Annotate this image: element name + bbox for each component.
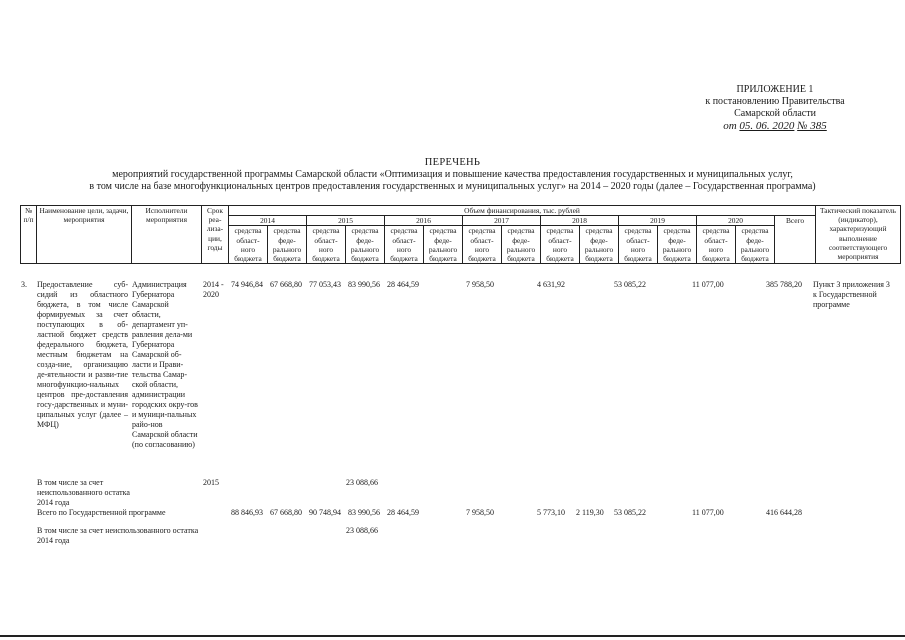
header-federal: средства феде-рального бюджета — [736, 226, 775, 264]
row-value-2015-federal: 83 990,56 — [348, 280, 380, 289]
document-heading — [20, 157, 885, 193]
row-term: 2014 - 2020 — [203, 280, 224, 299]
header-year: 2014 — [229, 216, 307, 226]
document-title: ПЕРЕЧЕНЬ — [424, 157, 481, 168]
row-value-2016-regional: 28 464,59 — [387, 280, 419, 289]
total-value-2014-federal: 67 668,80 — [270, 508, 302, 517]
signature-date: 05. 06. 2020 — [739, 120, 795, 132]
header-regional: средства област-ного бюджета — [697, 226, 736, 264]
header-year: 2018 — [541, 216, 619, 226]
header-federal: средства феде-рального бюджета — [424, 226, 463, 264]
header-regional: средства област-ного бюджета — [229, 226, 268, 264]
heading-line-1: мероприятий государственной программы Самарской области «Оптимизация и повышение качества предоставления государственных и муниципальных услуг, — [112, 169, 793, 180]
header-year: 2017 — [463, 216, 541, 226]
total-value-2018-regional: 5 773,10 — [537, 508, 565, 517]
appendix-line-1: к постановлению Правительства — [705, 96, 845, 107]
total-value-2015-federal: 83 990,56 — [348, 508, 380, 517]
header-year: 2015 — [307, 216, 385, 226]
signature-prefix: от — [723, 120, 737, 132]
header-federal: средства феде-рального бюджета — [580, 226, 619, 264]
header-regional: средства област-ного бюджета — [463, 226, 502, 264]
header-federal: средства феде-рального бюджета — [502, 226, 541, 264]
row-executor: Администрация Губернатора Самарской области, департамент уп-равления дела-ми Губернатора Самарской об-ласти и Прави-тельства Самар-ской области, администрации городских окру-гов и муници-пальных райо-нов Самарской области (по согласованию) — [132, 280, 198, 449]
header-funding: Объем финансирования, тыс. рублей — [229, 206, 816, 216]
header-executor: Исполнители мероприятия — [132, 206, 202, 264]
appendix-line-2: Самарской области — [734, 108, 816, 119]
total-value-2014-regional: 88 846,93 — [231, 508, 263, 517]
header-indicator: Тактический показатель (индикатор), характеризующий выполнение соответствующего мероприятия — [816, 206, 901, 264]
header-regional: средства област-ного бюджета — [385, 226, 424, 264]
total-value-2020-regional: 11 077,00 — [692, 508, 724, 517]
signature-line — [660, 120, 890, 132]
sub-row-term: 2015 — [203, 478, 219, 487]
row-name: Предоставление суб-сидий из областного бюджета, в том числе формируемых за счет поступающих в об-ластной бюджет средств федерального бюджета, местным бюджетам на созда-ние, организацию де-ятельности и разви-тие многофункцио-нальных центров пре-доставления госу-дарственных и муни-ципальных услуг (далее – МФЦ) — [37, 280, 128, 429]
header-year: 2016 — [385, 216, 463, 226]
appendix-title: ПРИЛОЖЕНИЕ 1 — [736, 84, 814, 95]
header-num: № п/п — [21, 206, 37, 264]
header-total: Всего — [775, 216, 816, 264]
total-value-2019-regional: 53 085,22 — [614, 508, 646, 517]
row-value-2015-regional: 77 053,43 — [309, 280, 341, 289]
sub-row-value-2015: 23 088,66 — [346, 478, 378, 487]
funding-table — [20, 205, 901, 264]
heading-line-2: в том числе на базе многофункциональных центров предоставления государственных и муниципальных услуг» на 2014 – 2020 годы (далее – Государственная программа) — [89, 181, 816, 192]
header-regional: средства област-ного бюджета — [307, 226, 346, 264]
header-name: Наименование цели, задачи, мероприятия — [37, 206, 132, 264]
header-federal: средства феде-рального бюджета — [268, 226, 307, 264]
total-value-2015-regional: 90 748,94 — [309, 508, 341, 517]
header-year: 2020 — [697, 216, 775, 226]
header-regional: средства област-ного бюджета — [619, 226, 658, 264]
sub-row-name: В том числе за счет неиспользованного остатка 2014 года — [37, 478, 130, 507]
sub-row-2-name: В том числе за счет неиспользованного остатка 2014 года — [37, 526, 199, 545]
row-value-2017-regional: 7 958,50 — [466, 280, 494, 289]
row-total: 385 788,20 — [766, 280, 802, 289]
header-row-1 — [21, 206, 901, 216]
sub-row-2-value-2015: 23 088,66 — [346, 526, 378, 535]
header-term: Срок реа-лиза-ции, годы — [202, 206, 229, 264]
row-value-2019-regional: 53 085,22 — [614, 280, 646, 289]
row-number: 3. — [21, 280, 27, 289]
row-value-2018-regional: 4 631,92 — [537, 280, 565, 289]
total-value-2017-regional: 7 958,50 — [466, 508, 494, 517]
header-federal: средства феде-рального бюджета — [658, 226, 697, 264]
page-bottom-rule — [0, 635, 905, 637]
row-value-2014-regional: 74 946,84 — [231, 280, 263, 289]
total-row-total: 416 644,28 — [766, 508, 802, 517]
row-value-2014-federal: 67 668,80 — [270, 280, 302, 289]
signature-number: № 385 — [797, 120, 827, 132]
header-year: 2019 — [619, 216, 697, 226]
total-value-2018-federal: 2 119,30 — [576, 508, 604, 517]
total-row-name: Всего по Государственной программе — [37, 508, 166, 517]
header-federal: средства феде-рального бюджета — [346, 226, 385, 264]
row-indicator: Пункт 3 приложения 3 к Государственной программе — [813, 280, 890, 309]
appendix-block — [660, 84, 890, 132]
total-value-2016-regional: 28 464,59 — [387, 508, 419, 517]
header-regional: средства област-ного бюджета — [541, 226, 580, 264]
row-value-2020-regional: 11 077,00 — [692, 280, 724, 289]
